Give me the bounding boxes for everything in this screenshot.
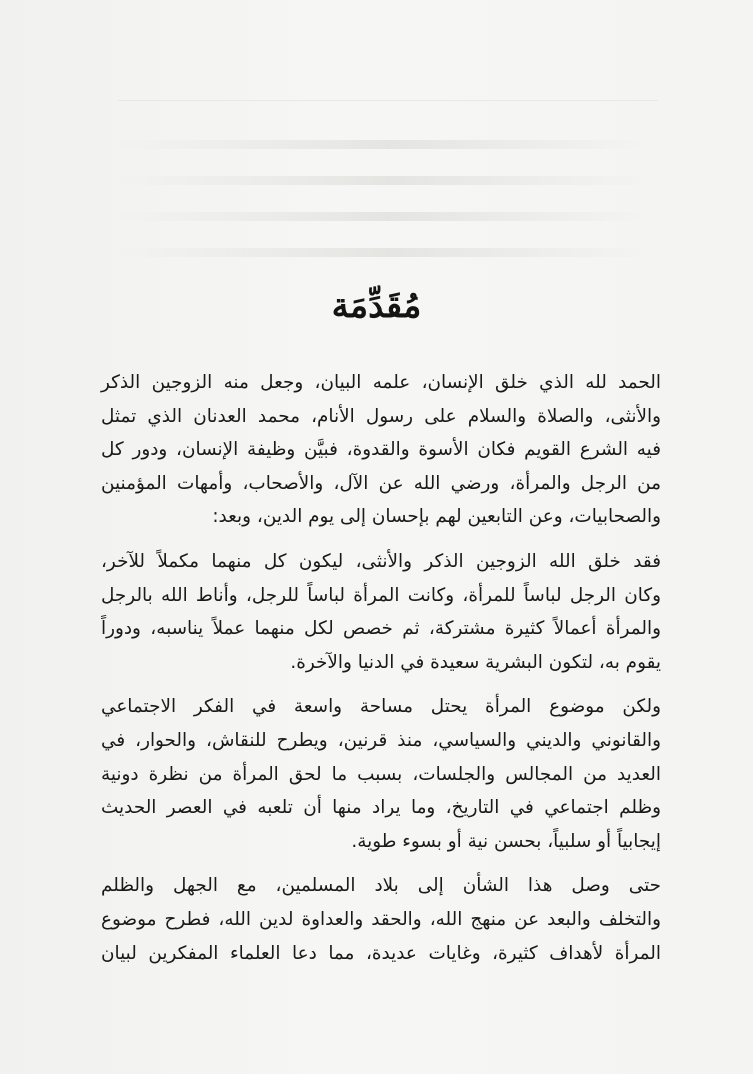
paragraph bbox=[101, 690, 661, 858]
text-line: الحمد لله الذي خلق الإنسان، علمه البيان، وجعل منه الزوجين الذكر bbox=[101, 372, 661, 393]
text-line: من الرجل والمرأة، ورضي الله عن الآل، والأصحاب، وأمهات المؤمنين bbox=[101, 472, 661, 494]
text-line: المرأة لأهداف كثيرة، وغايات عديدة، مما دعا العلماء المفكرين لبيان bbox=[101, 942, 661, 964]
text-line: إيجابياً أو سلبياً، بحسن نية أو بسوء طوية. bbox=[351, 830, 661, 852]
paragraph bbox=[101, 869, 661, 970]
text-line: يقوم به، لتكون البشرية سعيدة في الدنيا والآخرة. bbox=[290, 651, 661, 673]
bleed-through-header bbox=[118, 80, 658, 101]
text-line: والأنثى، والصلاة والسلام على رسول الأنام، محمد العدنان الذي تمثل bbox=[101, 405, 661, 427]
page-title: مُقَدِّمَة bbox=[331, 286, 422, 326]
bleed-through-line bbox=[118, 140, 658, 149]
text-line: والقانوني والديني والسياسي، منذ قرنين، ويطرح للنقاش، والحوار، في bbox=[101, 729, 661, 751]
text-line: والمرأة أعمالاً كثيرة مشتركة، ثم خصص لكل منهما عملاً يناسبه، ودوراً bbox=[101, 618, 661, 640]
body-text bbox=[101, 366, 661, 970]
bleed-through-line bbox=[118, 212, 658, 221]
text-line: فيه الشرع القويم فكان الأسوة والقدوة، فبيَّن وظيفة الإنسان، ودور كل bbox=[101, 439, 661, 461]
text-line: فقد خلق الله الزوجين الذكر والأنثى، ليكون كل منهما مكملاً للآخر، bbox=[101, 550, 661, 572]
text-line: وكان الرجل لباساً للمرأة، وكانت المرأة لباساً للرجل، وأناط الله بالرجل bbox=[101, 584, 661, 606]
bleed-through-line bbox=[118, 248, 658, 257]
text-line: العديد من المجالس والجلسات، بسبب ما لحق المرأة من نظرة دونية bbox=[101, 763, 661, 785]
text-line: والتخلف والبعد عن منهج الله، والحقد والعداوة لدين الله، فطرح موضوع bbox=[101, 908, 661, 930]
text-line: حتى وصل هذا الشأن إلى بلاد المسلمين، مع الجهل والظلم bbox=[101, 875, 661, 897]
paragraph bbox=[101, 366, 661, 534]
text-line: والصحابيات، وعن التابعين لهم بإحسان إلى يوم الدين، وبعد: bbox=[212, 506, 661, 528]
paragraph bbox=[101, 545, 661, 679]
text-line: ولكن موضوع المرأة يحتل مساحة واسعة في الفكر الاجتماعي bbox=[101, 696, 661, 718]
text-line: وظلم اجتماعي في التاريخ، وما يراد منها أن تلعبه في العصر الحديث bbox=[101, 797, 661, 819]
bleed-through-line bbox=[118, 176, 658, 185]
